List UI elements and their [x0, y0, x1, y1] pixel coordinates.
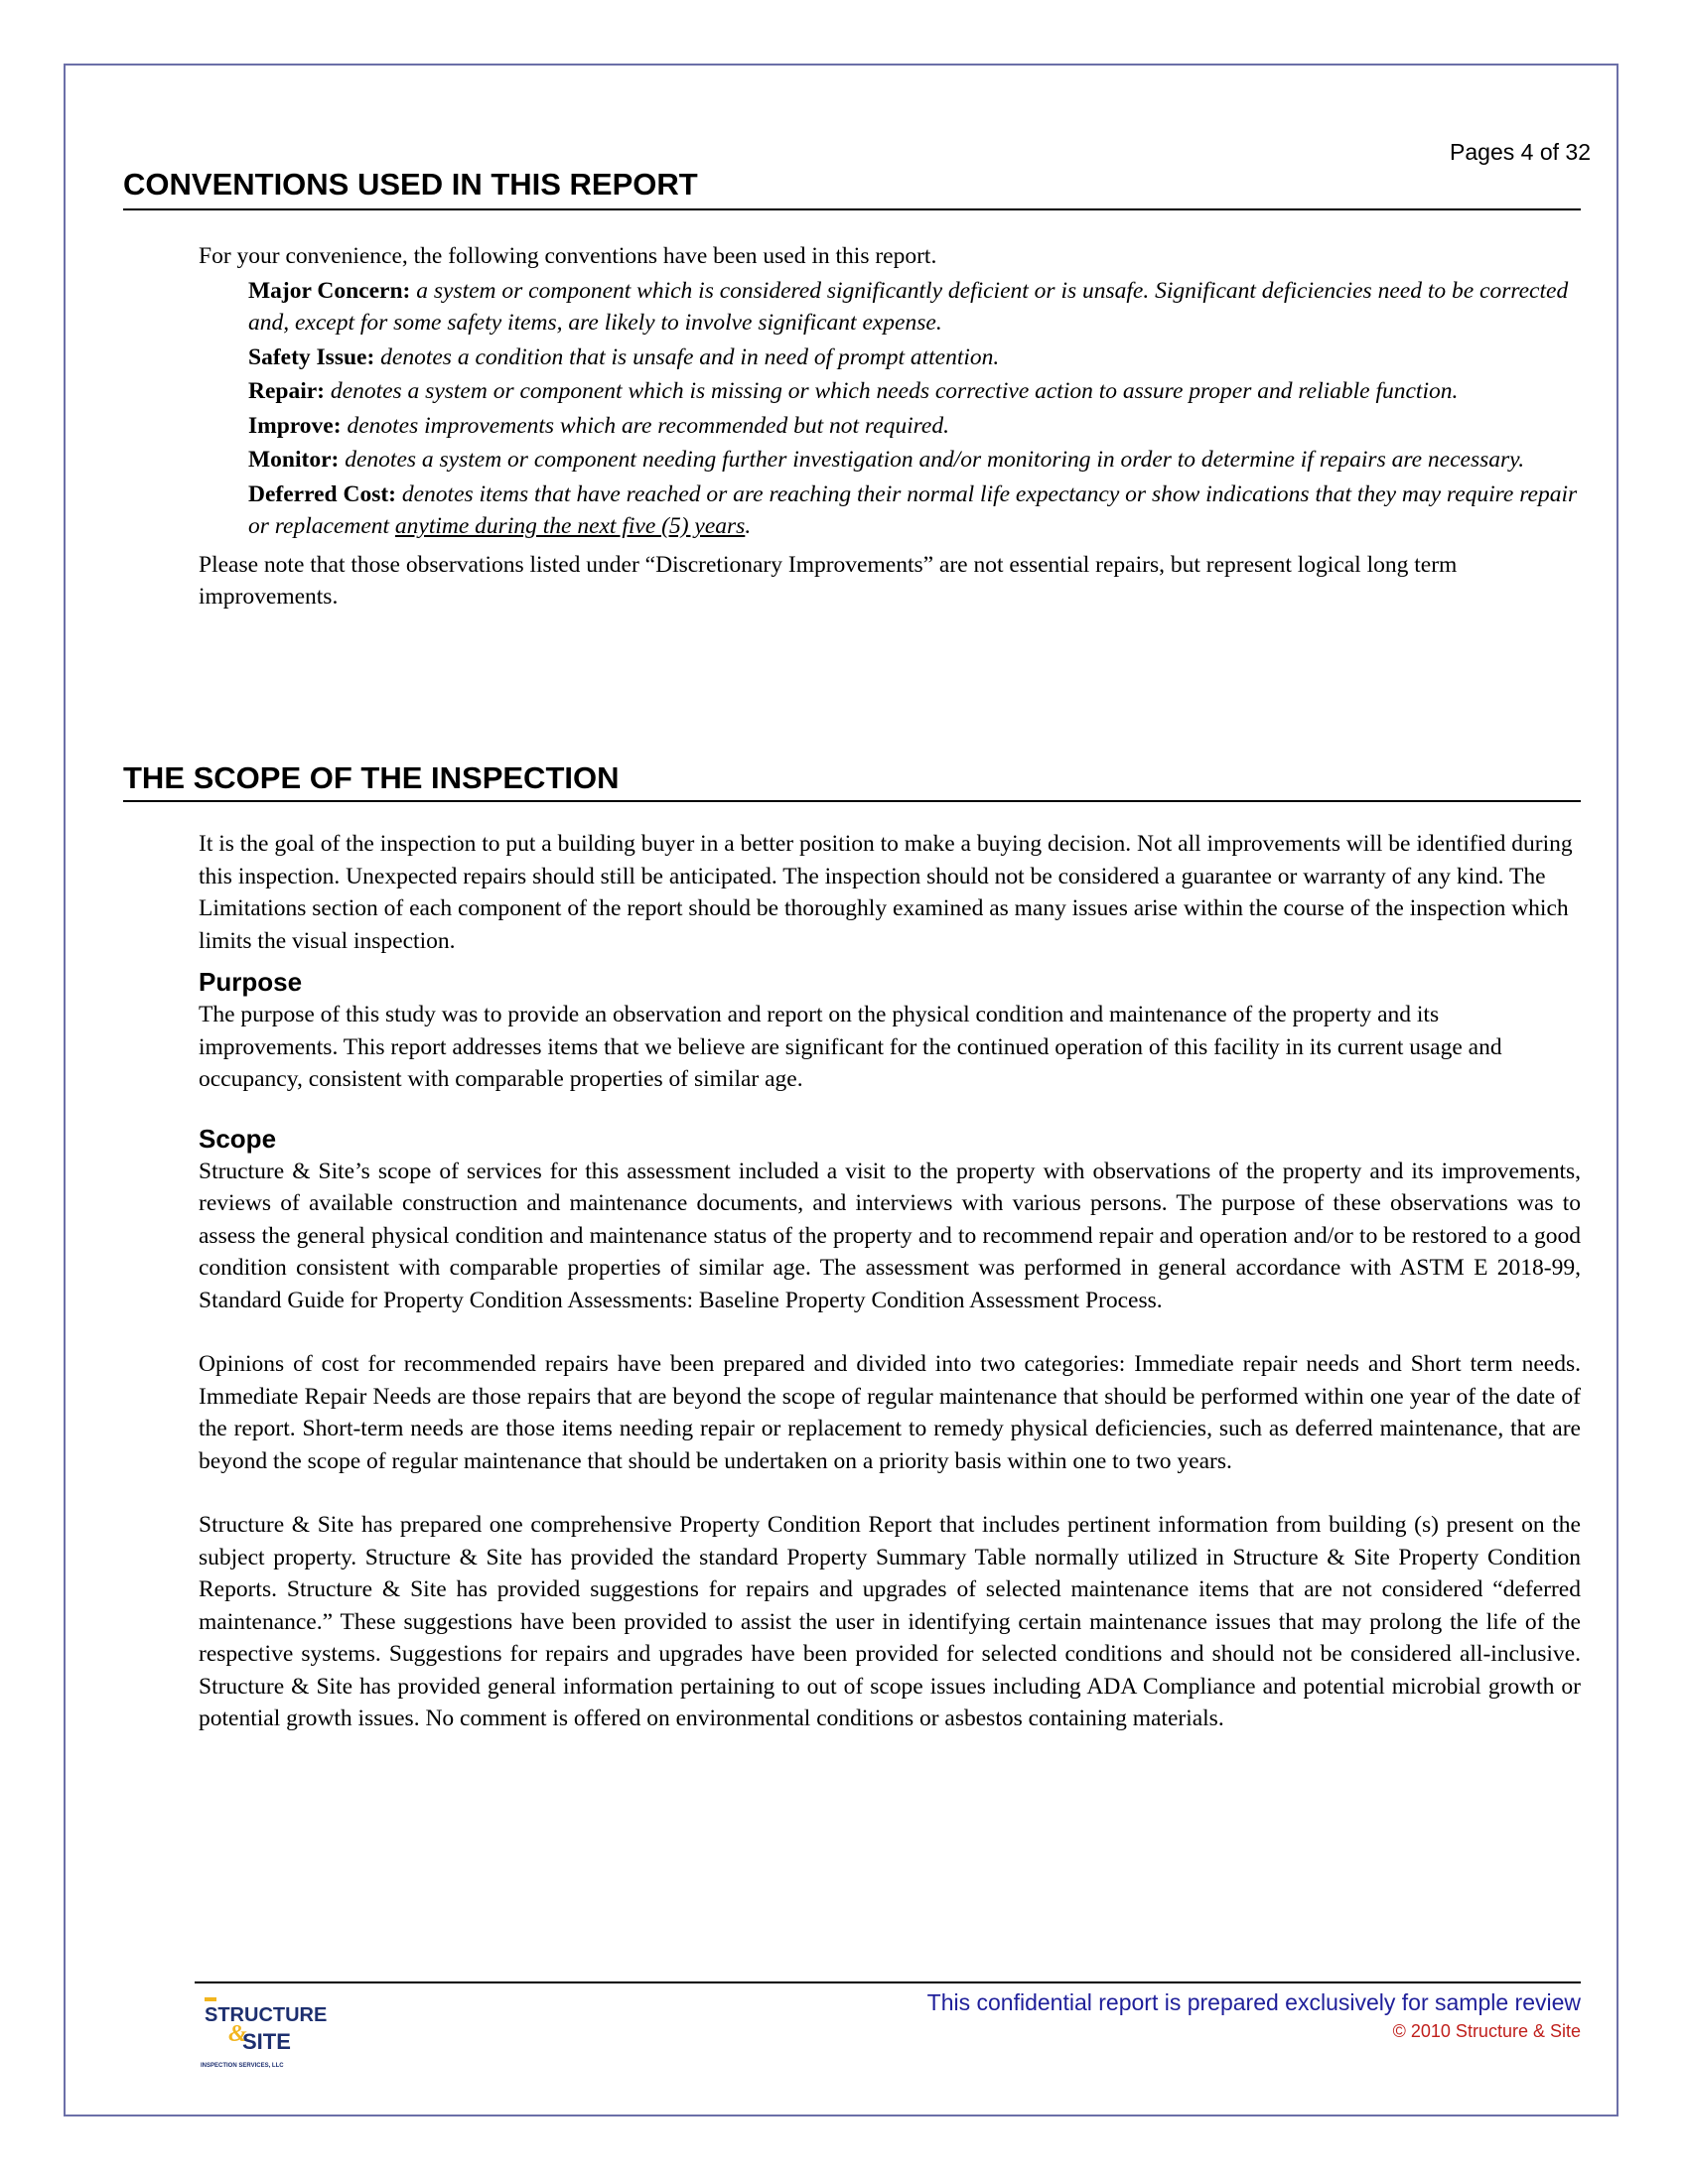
- confidential-notice: This confidential report is prepared exclusively for sample review: [926, 1989, 1581, 2015]
- definition-monitor: [248, 444, 1581, 477]
- definition-end: .: [745, 513, 752, 539]
- scope-intro: It is the goal of the inspection to put a building buyer in a better position to make a buying decision. Not all improvements will be identified during this inspection. Unexpected repairs should still be anticipated. The inspection should not be considered a guarantee or warranty of any kind. The Limitations section of each component of the report should be thoroughly examined as many issues arise within the course of the inspection which limits the visual inspection.: [199, 831, 1573, 954]
- scope-body: [199, 828, 1581, 1735]
- conventions-note: Please note that those observations listed under “Discretionary Improvements” are not essential repairs, but represent logical long term improvements.: [199, 551, 1458, 610]
- definition-term: Repair:: [248, 378, 326, 404]
- definition-term: Improve:: [248, 412, 342, 439]
- definition-safety-issue: [248, 341, 1581, 374]
- definition-desc: denotes a condition that is unsafe and in need of prompt attention.: [374, 343, 1000, 370]
- definition-term: Safety Issue:: [248, 343, 375, 370]
- definition-desc: denotes a system or component which is missing or which needs corrective action to assure proper and reliable function.: [325, 378, 1459, 404]
- definition-term: Major Concern:: [248, 277, 411, 304]
- scope-paragraph: Structure & Site has prepared one comprehensive Property Condition Report that includes pertinent information from building (s) present on the subject property. Structure & Site has provided the standard Property Summary Table normally utilized in Structure & Site Property Condition Reports. Structure & Site has provided suggestions for repairs and upgrades of selected maintenance items that are not considered “deferred maintenance.” These suggestions have been provided to assist the user in identifying certain maintenance issues that may prolong the life of the respective systems. Suggestions for repairs and upgrades have been provided for selected conditions and should not be considered all-inclusive. Structure & Site has provided general information pertaining to out of scope issues including ADA Compliance and potential microbial growth or potential growth issues. No comment is offered on environmental conditions or asbestos containing materials.: [199, 1512, 1581, 1731]
- definition-desc: denotes improvements which are recommended but not required.: [341, 412, 949, 439]
- conventions-rule: [123, 208, 1581, 210]
- copyright-notice: © 2010 Structure & Site: [1392, 2021, 1581, 2041]
- conventions-body: [199, 240, 1581, 614]
- logo-line1: STRUCTURE: [205, 2004, 328, 2026]
- definition-underlined: anytime during the next five (5) years: [394, 513, 746, 539]
- footer-rule: [195, 1981, 1581, 1983]
- conventions-intro: For your convenience, the following conventions have been used in this report.: [199, 243, 937, 269]
- scope-title: THE SCOPE OF THE INSPECTION: [123, 760, 620, 795]
- scope-paragraph: Structure & Site’s scope of services for this assessment included a visit to the property with observations of the property and its improvements, reviews of available construction and maintenance documents, and interviews with various persons. The purpose of these observations was to assess the general physical condition and maintenance status of the property and to recommend repair and operation and/or to be restored to a good condition consistent with comparable properties of similar age. The assessment was performed in general accordance with ASTM E 2018-99, Standard Guide for Property Condition Assessments: Baseline Property Condition Assessment Process.: [199, 1158, 1581, 1313]
- definition-desc: a system or component which is considered significantly deficient or is unsafe. Significant deficiencies need to be corrected and, except for some safety items, are likely to involve significant expense.: [248, 277, 1569, 336]
- company-logo: [199, 1991, 328, 2081]
- definition-term: Monitor:: [248, 447, 340, 473]
- definition-term: Deferred Cost:: [248, 480, 396, 507]
- scope-heading: Scope: [199, 1123, 277, 1154]
- company-logo-graphic: [199, 1991, 328, 2081]
- scope-paragraph: Opinions of cost for recommended repairs have been prepared and divided into two categories: Immediate repair needs and Short term needs. Immediate Repair Needs are those repairs that are beyond the scope of regular maintenance that should be performed within one year of the date of the report. Short-term needs are those items needing repair or replacement to remedy physical deficiencies, such as deferred maintenance, that are beyond the scope of regular maintenance that should be undertaken on a priority basis within one to two years.: [199, 1351, 1581, 1474]
- definition-desc: denotes items that have reached or are reaching their normal life expectancy or show indications that they may require repair or replacement: [248, 480, 1578, 539]
- conventions-title: CONVENTIONS USED IN THIS REPORT: [123, 167, 698, 202]
- definition-desc: denotes a system or component needing further investigation and/or monitoring in order to determine if repairs are necessary.: [339, 447, 1525, 473]
- logo-line2: SITE: [242, 2029, 291, 2054]
- page-number: Pages 4 of 32: [1450, 139, 1591, 165]
- definition-major-concern: [248, 275, 1581, 340]
- definition-repair: [248, 375, 1581, 408]
- definition-improve: [248, 410, 1581, 443]
- scope-rule: [123, 800, 1581, 802]
- purpose-heading: Purpose: [199, 967, 303, 997]
- logo-tagline: INSPECTION SERVICES, LLC: [201, 2063, 284, 2069]
- logo-amp: &: [228, 2021, 247, 2047]
- purpose-text: The purpose of this study was to provide an observation and report on the physical condition and maintenance of the property and its improvements. This report addresses items that we believe are significant for the continued operation of this facility in its current usage and occupancy, consistent with comparable properties of similar age.: [199, 1002, 1502, 1092]
- definition-deferred-cost: [248, 478, 1581, 543]
